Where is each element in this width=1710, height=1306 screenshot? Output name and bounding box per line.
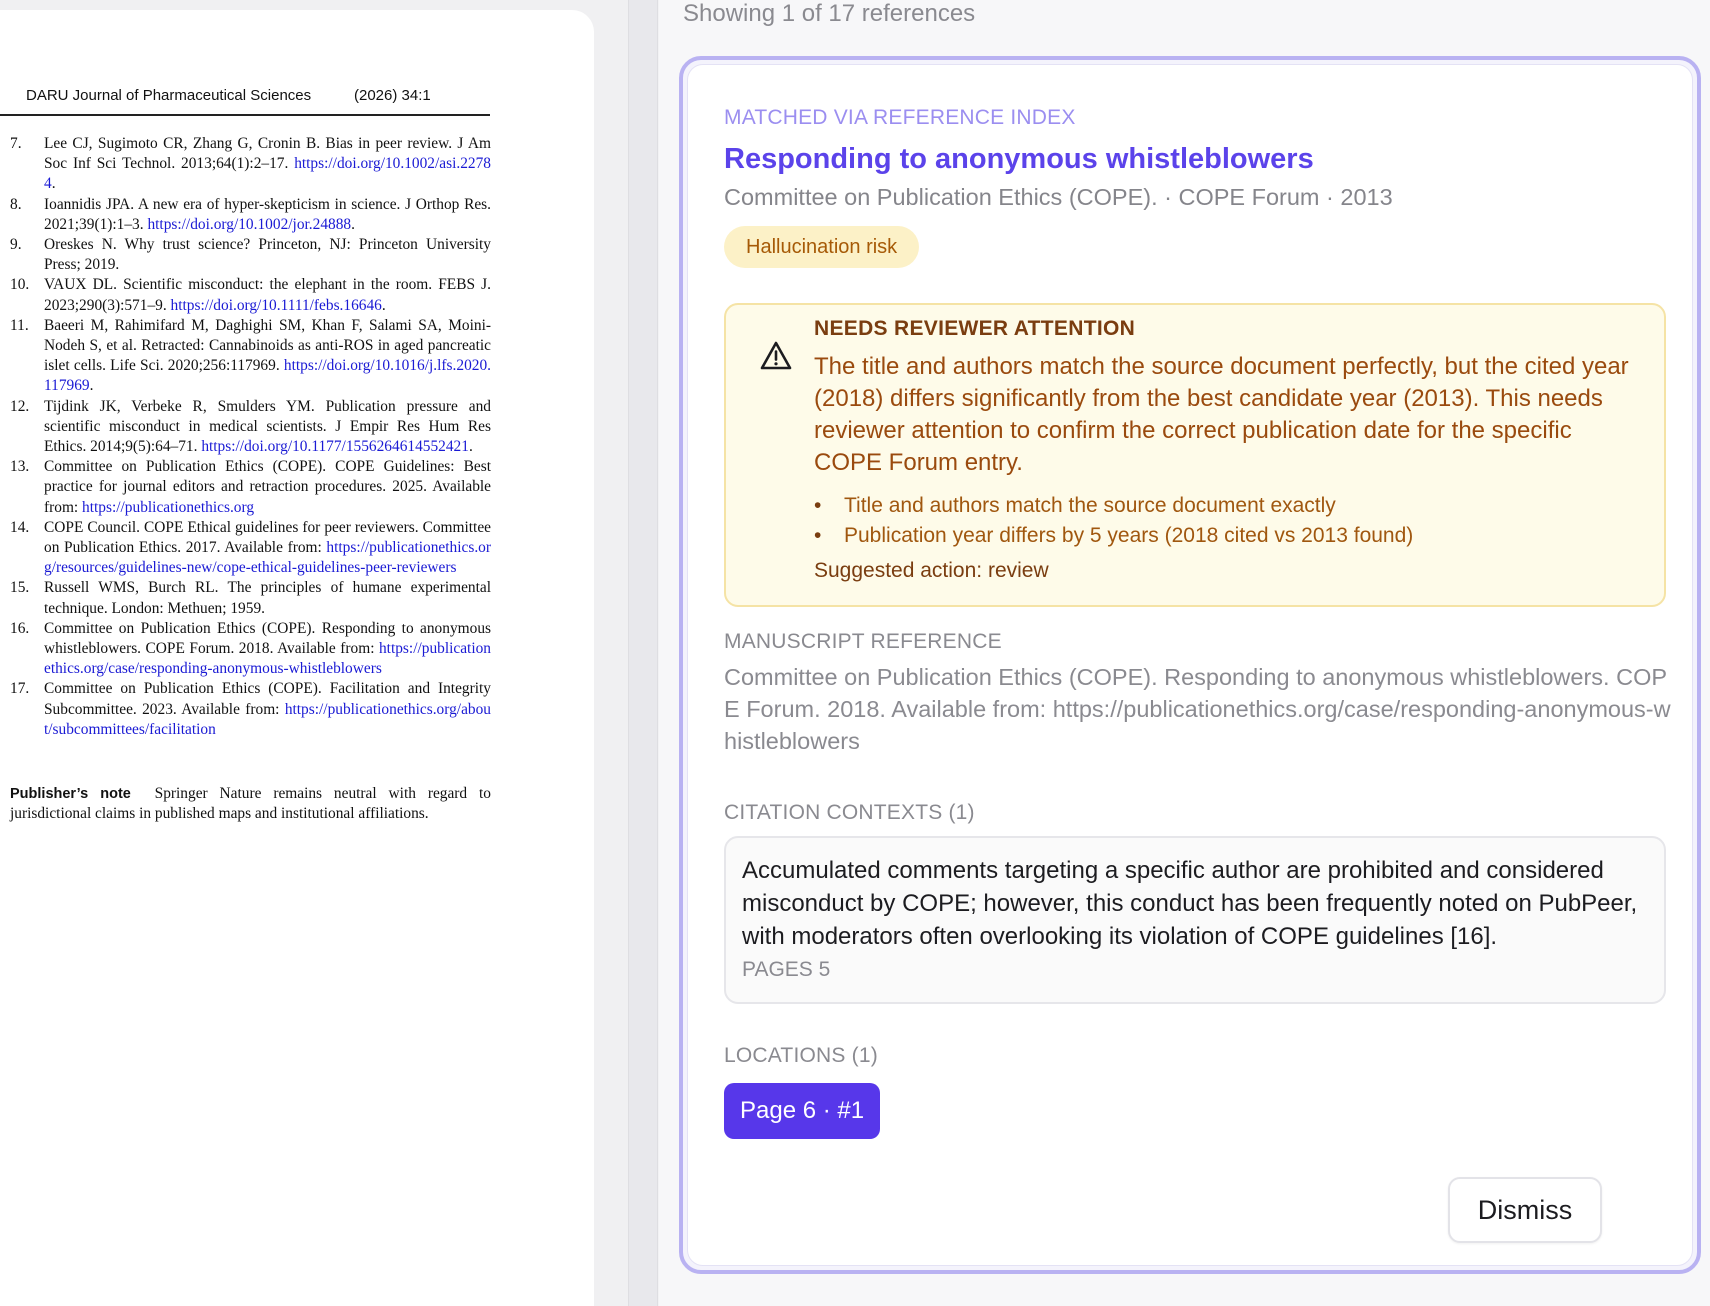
reference-title[interactable]: Responding to anonymous whistleblowers [724, 143, 1314, 175]
manuscript-reference-label: MANUSCRIPT REFERENCE [724, 630, 1002, 653]
reference-number: 10. [10, 276, 30, 294]
reference-number: 9. [10, 236, 22, 254]
hallucination-risk-badge: Hallucination risk [724, 226, 919, 268]
reference-text: Ioannidis JPA. A new era of hyper-skepticism in science. J Orthop Res. 2021;39(1):1–3. [44, 195, 491, 233]
citation-contexts-label: CITATION CONTEXTS (1) [724, 801, 975, 824]
reference-number: 14. [10, 518, 30, 536]
reference-link[interactable]: https://doi.org/10.1016/j.lfs.2020.117969 [44, 357, 491, 395]
reference-item [10, 457, 491, 518]
reference-item [10, 578, 491, 618]
reference-link[interactable]: https://doi.org/10.1002/jor.24888 [147, 215, 352, 233]
reference-item [10, 235, 491, 275]
publisher-note-label: Publisher’s note [10, 786, 131, 802]
reference-number: 8. [10, 195, 22, 213]
reference-text: Lee CJ, Sugimoto CR, Zhang G, Cronin B. Bias in peer review. J Am Soc Inf Sci Technol. 2013;64(1):2–17. [44, 135, 491, 173]
reference-item [10, 134, 491, 195]
reference-text: Russell WMS, Burch RL. The principles of humane experimental technique. London: Methuen; 1959. [44, 579, 491, 617]
attention-bullet: • Title and authors match the source document exactly [814, 491, 1644, 521]
journal-name: DARU Journal of Pharmaceutical Sciences [26, 87, 312, 104]
reference-text: Committee on Publication Ethics (COPE). COPE Guidelines: Best practice for journal editors and retraction procedures. 2025. Available from: [44, 458, 491, 516]
reference-link[interactable]: https://doi.org/10.1177/1556264614552421 [201, 438, 469, 456]
citation-context-pages: PAGES 5 [742, 958, 831, 981]
reviewer-attention-alert [724, 303, 1666, 607]
reference-review-panel [659, 0, 1710, 1306]
reference-number: 15. [10, 579, 30, 597]
attention-bullet: • Publication year differs by 5 years (2018 cited vs 2013 found) [814, 521, 1644, 551]
reference-meta: Committee on Publication Ethics (COPE). · COPE Forum · 2013 [724, 184, 1393, 210]
reference-item [10, 316, 491, 397]
reference-link[interactable]: https://doi.org/10.1111/febs.16646 [170, 296, 382, 314]
reference-number: 16. [10, 619, 30, 637]
citation-context-card [724, 836, 1666, 1004]
locations-label: LOCATIONS (1) [724, 1044, 878, 1067]
reference-punct: . [351, 215, 355, 233]
reference-item [10, 397, 491, 458]
attention-heading: NEEDS REVIEWER ATTENTION [814, 317, 1136, 340]
attention-bullet-list [814, 491, 1644, 551]
pdf-page [0, 10, 594, 1306]
publisher-note [10, 784, 491, 824]
reference-link[interactable]: https://publicationethics.org [82, 498, 255, 516]
results-count: Showing 1 of 17 references [683, 0, 976, 27]
reference-item [10, 679, 491, 740]
citation-context-text: Accumulated comments targeting a specific author are prohibited and considered misconduct by COPE; however, this conduct has been frequently noted on PubPeer, with moderators often overlooking its violation of COPE guidelines [16]. [742, 857, 1638, 950]
location-page-6-button[interactable]: Page 6 · #1 [724, 1083, 880, 1139]
reference-card [679, 56, 1701, 1274]
reference-punct: . [89, 377, 94, 395]
reference-item [10, 195, 491, 235]
reference-text: Baeeri M, Rahimifard M, Daghighi SM, Khan F, Salami SA, Moini-Nodeh S, et al. Retracted: Cannabinoids as anti-ROS in aged pancreatic islet cells. Life Sci. 2020;256:117969. [44, 316, 491, 375]
reference-punct: . [381, 296, 386, 314]
reference-text: Tijdink JK, Verbeke R, Smulders YM. Publication pressure and scientific misconduct in medical scientists. J Empir Res Hum Res Ethics. 2014;9(5):64–71. [44, 397, 491, 456]
manuscript-reference-text: Committee on Publication Ethics (COPE). Responding to anonymous whistleblowers. COPE Forum. 2018. Available from: https://publicationethics.org/case/responding-anonymous-whistleblowers [724, 664, 1671, 754]
pdf-running-header [0, 84, 490, 116]
reference-text: Committee on Publication Ethics (COPE). Facilitation and Integrity Subcommittee. 2023. Available from: [44, 680, 491, 718]
reference-punct: . [468, 438, 473, 456]
reference-number: 11. [10, 316, 29, 334]
reference-number: 13. [10, 458, 30, 476]
publisher-note-text: Springer Nature remains neutral with regard to jurisdictional claims in published maps and institutional affiliations. [10, 785, 491, 823]
reference-text: Oreskes N. Why trust science? Princeton, NJ: Princeton University Press; 2019. [44, 236, 491, 274]
reference-link[interactable]: https://publicationethics.org/about/subcommittees/facilitation [44, 700, 491, 738]
reference-item [10, 518, 491, 579]
suggested-action: Suggested action: review [814, 559, 1049, 582]
warning-triangle-icon [759, 339, 793, 373]
match-source-label: MATCHED VIA REFERENCE INDEX [724, 106, 1076, 129]
reference-text: COPE Council. COPE Ethical guidelines for peer reviewers. Committee on Publication Ethics. 2017. Available from: [44, 518, 491, 557]
pane-divider[interactable] [628, 0, 658, 1306]
reference-text: Committee on Publication Ethics (COPE). Responding to anonymous whistleblowers. COPE Forum. 2018. Available from: [44, 619, 491, 658]
journal-volume: (2026) 34:1 [354, 87, 431, 104]
reference-number: 7. [10, 135, 22, 152]
attention-body: The title and authors match the source document perfectly, but the cited year (2018) differs significantly from the best candidate year (2013). This needs reviewer attention to confirm the correct publication date for the specific COPE Forum entry. [814, 353, 1629, 476]
reference-link[interactable]: https://doi.org/10.1002/asi.22784 [44, 155, 491, 193]
reference-text: VAUX DL. Scientific misconduct: the elephant in the room. FEBS J. 2023;290(3):571–9. [44, 276, 491, 314]
reference-list [10, 134, 491, 740]
reference-number: 17. [10, 680, 30, 698]
reference-card-body [687, 64, 1693, 1266]
reference-item [10, 619, 491, 680]
dismiss-button[interactable]: Dismiss [1448, 1177, 1602, 1243]
reference-link[interactable]: https://publicationethics.org/case/responding-anonymous-whistleblowers [44, 640, 491, 678]
pdf-viewer[interactable] [0, 0, 628, 1306]
reference-item [10, 275, 491, 315]
reference-punct: . [51, 175, 56, 193]
reference-link[interactable]: https://publicationethics.org/resources/guidelines-new/cope-ethical-guidelines-peer-reviewers [44, 539, 491, 577]
reference-number: 12. [10, 397, 30, 415]
